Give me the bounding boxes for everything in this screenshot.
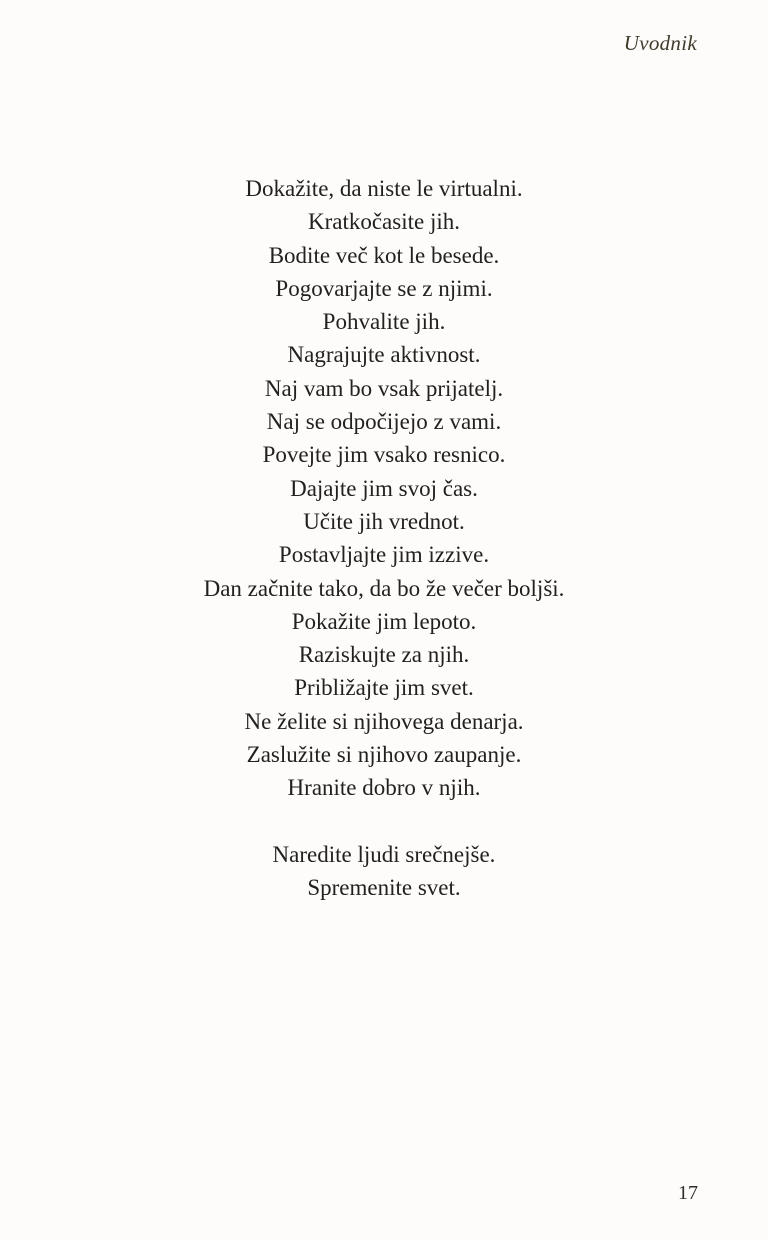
- poem-line: Pogovarjajte se z njimi.: [275, 275, 493, 301]
- poem-line: Zaslužite si njihovo zaupanje.: [246, 742, 522, 768]
- poem-line: Naj se odpočijejo z vami.: [266, 409, 502, 435]
- poem-stanza-2: [0, 838, 768, 905]
- poem-line: Nagrajujte aktivnost.: [287, 342, 481, 368]
- page-number: 17: [678, 1182, 698, 1204]
- poem-line: Približajte jim svet.: [294, 675, 474, 701]
- poem-line: Naredite ljudi srečnejše.: [272, 841, 496, 867]
- poem-line: Bodite več kot le besede.: [268, 242, 500, 268]
- poem-line: Postavljajte jim izzive.: [278, 542, 490, 568]
- poem-line: Naj vam bo vsak prijatelj.: [264, 375, 504, 401]
- poem-line: Hranite dobro v njih.: [287, 775, 481, 801]
- poem-line: Spremenite svet.: [307, 874, 461, 900]
- poem-line: Pokažite jim lepoto.: [291, 608, 477, 634]
- poem-line: Dokažite, da niste le virtualni.: [245, 176, 523, 201]
- poem-text-block: [0, 172, 768, 904]
- poem-line: Dan začnite tako, da bo že večer boljši.: [203, 575, 565, 601]
- poem-line: Ne želite si njihovega denarja.: [244, 708, 524, 734]
- running-header-chapter-title: Uvodnik: [623, 31, 697, 55]
- poem-line: Raziskujte za njih.: [298, 642, 470, 668]
- poem-line: Dajajte jim svoj čas.: [290, 475, 478, 501]
- poem-line: Kratkočasite jih.: [307, 209, 460, 235]
- poem-stanza-1: [0, 172, 768, 805]
- poem-line: Učite jih vrednot.: [303, 508, 465, 534]
- poem-line: Povejte jim vsako resnico.: [262, 442, 506, 468]
- poem-line: Pohvalite jih.: [322, 309, 446, 335]
